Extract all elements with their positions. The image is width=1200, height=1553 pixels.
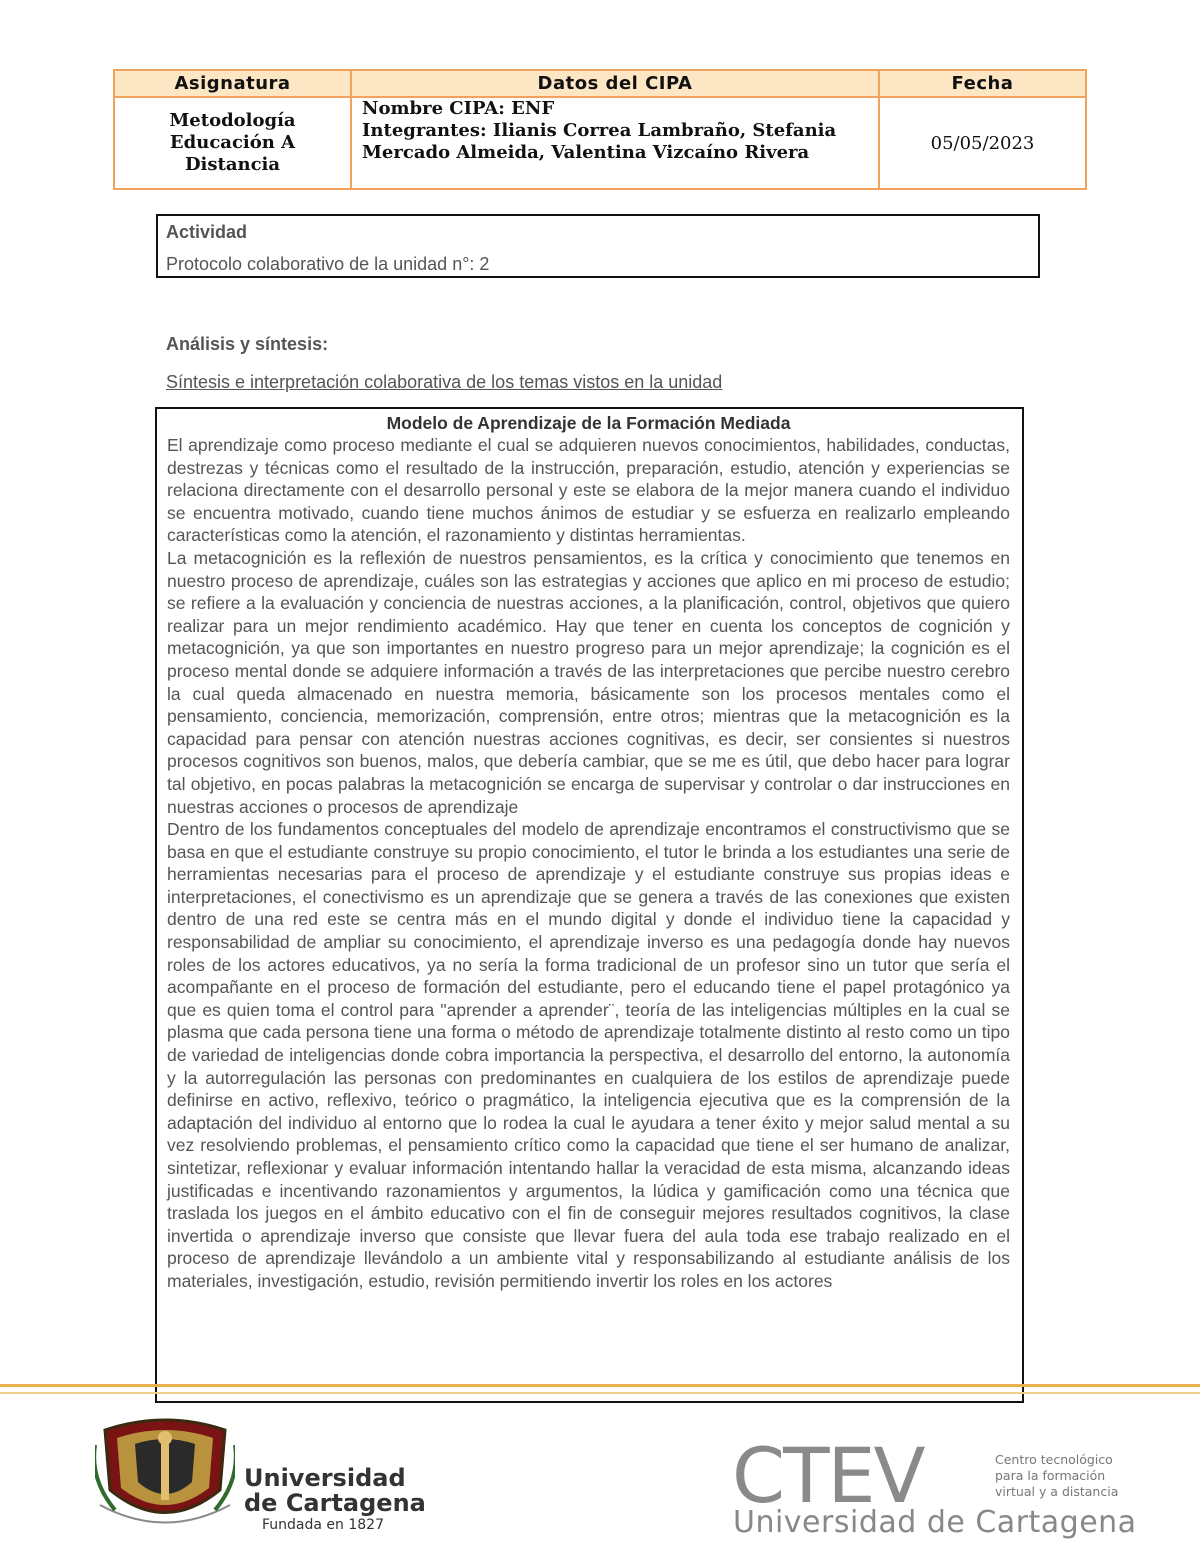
analysis-subtitle: Síntesis e interpretación colaborativa de los temas vistos en la unidad (166, 372, 723, 392)
activity-value: Protocolo colaborativo de la unidad n°: 2 (166, 254, 490, 274)
footer-divider (0, 1384, 1200, 1387)
subject-cell (114, 97, 351, 189)
header-table (113, 69, 1087, 190)
cipa-members-line: Integrantes: Ilianis Correa Lambraño, Stefania (362, 120, 837, 141)
header-cipa-label: Datos del CIPA (351, 70, 879, 97)
ctev-description-line: Centro tecnológico (995, 1452, 1113, 1467)
activity-box (156, 214, 1040, 278)
university-name (244, 1466, 426, 1516)
ctev-logo (732, 1440, 982, 1512)
synthesis-paragraph: El aprendizaje como proceso mediante el cual se adquieren nuevos conocimientos, habilidades, conductas, destrezas y técnicas como el resultado de la instrucción, preparación, estudio, atención y experiencias se relaciona directamente con el desarrollo personal y este se elabora de la mejor manera cuando el individuo se encuentra motivado, cuando tiene muchos ánimos de estudiar y se esfuerza en realizarlo empleando características como la atención, el razonamiento y distintas herramientas. (167, 435, 1010, 546)
ctev-description (995, 1452, 1118, 1500)
subject-line: Metodología (169, 110, 296, 131)
date-cell: 05/05/2023 (879, 97, 1086, 189)
university-crest-icon (95, 1410, 235, 1540)
header-date-label: Fecha (879, 70, 1086, 97)
analysis-title: Análisis y síntesis: (166, 334, 329, 354)
synthesis-title: Modelo de Aprendizaje de la Formación Mediada (386, 413, 791, 433)
subject-line: Distancia (184, 154, 281, 175)
ctev-logo-text: CTEV (732, 1440, 924, 1512)
activity-label: Actividad (166, 222, 248, 242)
university-name-line: de Cartagena (244, 1489, 426, 1517)
synthesis-box (155, 407, 1024, 1403)
ctev-university-name: Universidad de Cartagena (733, 1505, 1137, 1540)
header-subject-label: Asignatura (114, 70, 351, 97)
cipa-cell (351, 97, 879, 189)
university-name-line: Universidad (244, 1464, 406, 1492)
cipa-members-line: Mercado Almeida, Valentina Vizcaíno Rivera (362, 142, 810, 163)
synthesis-paragraph: La metacognición es la reflexión de nuestros pensamientos, es la crítica y conocimiento que tenemos en nuestro proceso de aprendizaje, cuáles son las estrategias y acciones que aplico en mi proceso de estudio; se refiere a la evaluación y conciencia de nuestras acciones, a la planificación, control, objetivos que quiero realizar para un mejor rendimiento académico. Hay que tener en cuenta los conceptos de cognición y metacognición, ya que son importantes en nuestro progreso para un mejor aprendizaje; la cognición es el proceso mental donde se adquiere información a través de las interpretaciones que percibe nuestro cerebro la cual queda almacenado en nuestra memoria, básicamente son los procesos mentales como el pensamiento, conciencia, memorización, comprensión, entre otros; mientras que la metacognición es la capacidad para pensar con atención nuestras acciones cognitivas, es decir, ser consientes si nuestros procesos cognitivos son buenos, malos, que debería cambiar, que se me es útil, que debo hacer para lograr tal objetivo, en pocas palabras la metacognición se encarga de supervisar y controlar o dar instrucciones en nuestras acciones o procesos de aprendizaje (167, 547, 1010, 817)
ctev-description-line: para la formación (995, 1468, 1106, 1483)
footer-divider (0, 1392, 1200, 1394)
subject-line: Educación A (169, 132, 296, 153)
university-founded: Fundada en 1827 (262, 1517, 384, 1533)
ctev-description-line: virtual y a distancia (995, 1484, 1119, 1499)
cipa-name: Nombre CIPA: ENF (362, 98, 555, 119)
synthesis-paragraph: Dentro de los fundamentos conceptuales del modelo de aprendizaje encontramos el constructivismo que se basa en que el estudiante construye su propio conocimiento, el tutor le brinda a los estudiantes una serie de herramientas necesarias para el proceso de aprendizaje y el estudiante construye sus propias ideas e interpretaciones, el conectivismo es un aprendizaje que se genera a través de las conexiones que existen dentro de una red este se centra más en el mundo digital y donde el individuo tiene la capacidad y responsabilidad de ampliar su conocimiento, el aprendizaje inverso es una pedagogía donde hay nuevos roles de los actores educativos, ya no sería la forma tradicional de un profesor sino un tutor que sería el acompañante en el proceso de formación del estudiante, pero el educando tiene el papel protagónico ya que es quien toma el control para "aprender a aprender¨, teoría de las inteligencias múltiples en la cual se plasma que cada persona tiene una forma o método de aprendizaje totalmente distinto al resto como un tipo de variedad de inteligencias donde cobra importancia la perspectiva, el desarrollo del entorno, la autonomía y la autorregulación las personas con predominantes en cualquiera de los estilos de aprendizaje puede definirse en activo, reflexivo, teórico o pragmático, la inteligencia ejecutiva que es la comprensión de la adaptación del individuo al entorno que lo rodea la cual le ayudara a tener éxito y mejor salud mental a su vez resolviendo problemas, el pensamiento crítico como la capacidad que tiene el ser humano de analizar, sintetizar, reflexionar y evaluar información intentando hallar la veracidad de esta misma, alcanzando ideas justificadas e incentivando razonamientos y argumentos, la lúdica y gamificación como una técnica que traslada los juegos en el ámbito educativo con el fin de conseguir mejores resultados cognitivos, la clase invertida o aprendizaje inverso que consiste que llevar fuera del aula toda ese trabajo realizado en el proceso de aprendizaje llevándolo a un ambiente vital y responsabilizando al estudiante análisis de los materiales, investigación, estudio, revisión permitiendo invertir los roles en los actores (167, 819, 1010, 1291)
